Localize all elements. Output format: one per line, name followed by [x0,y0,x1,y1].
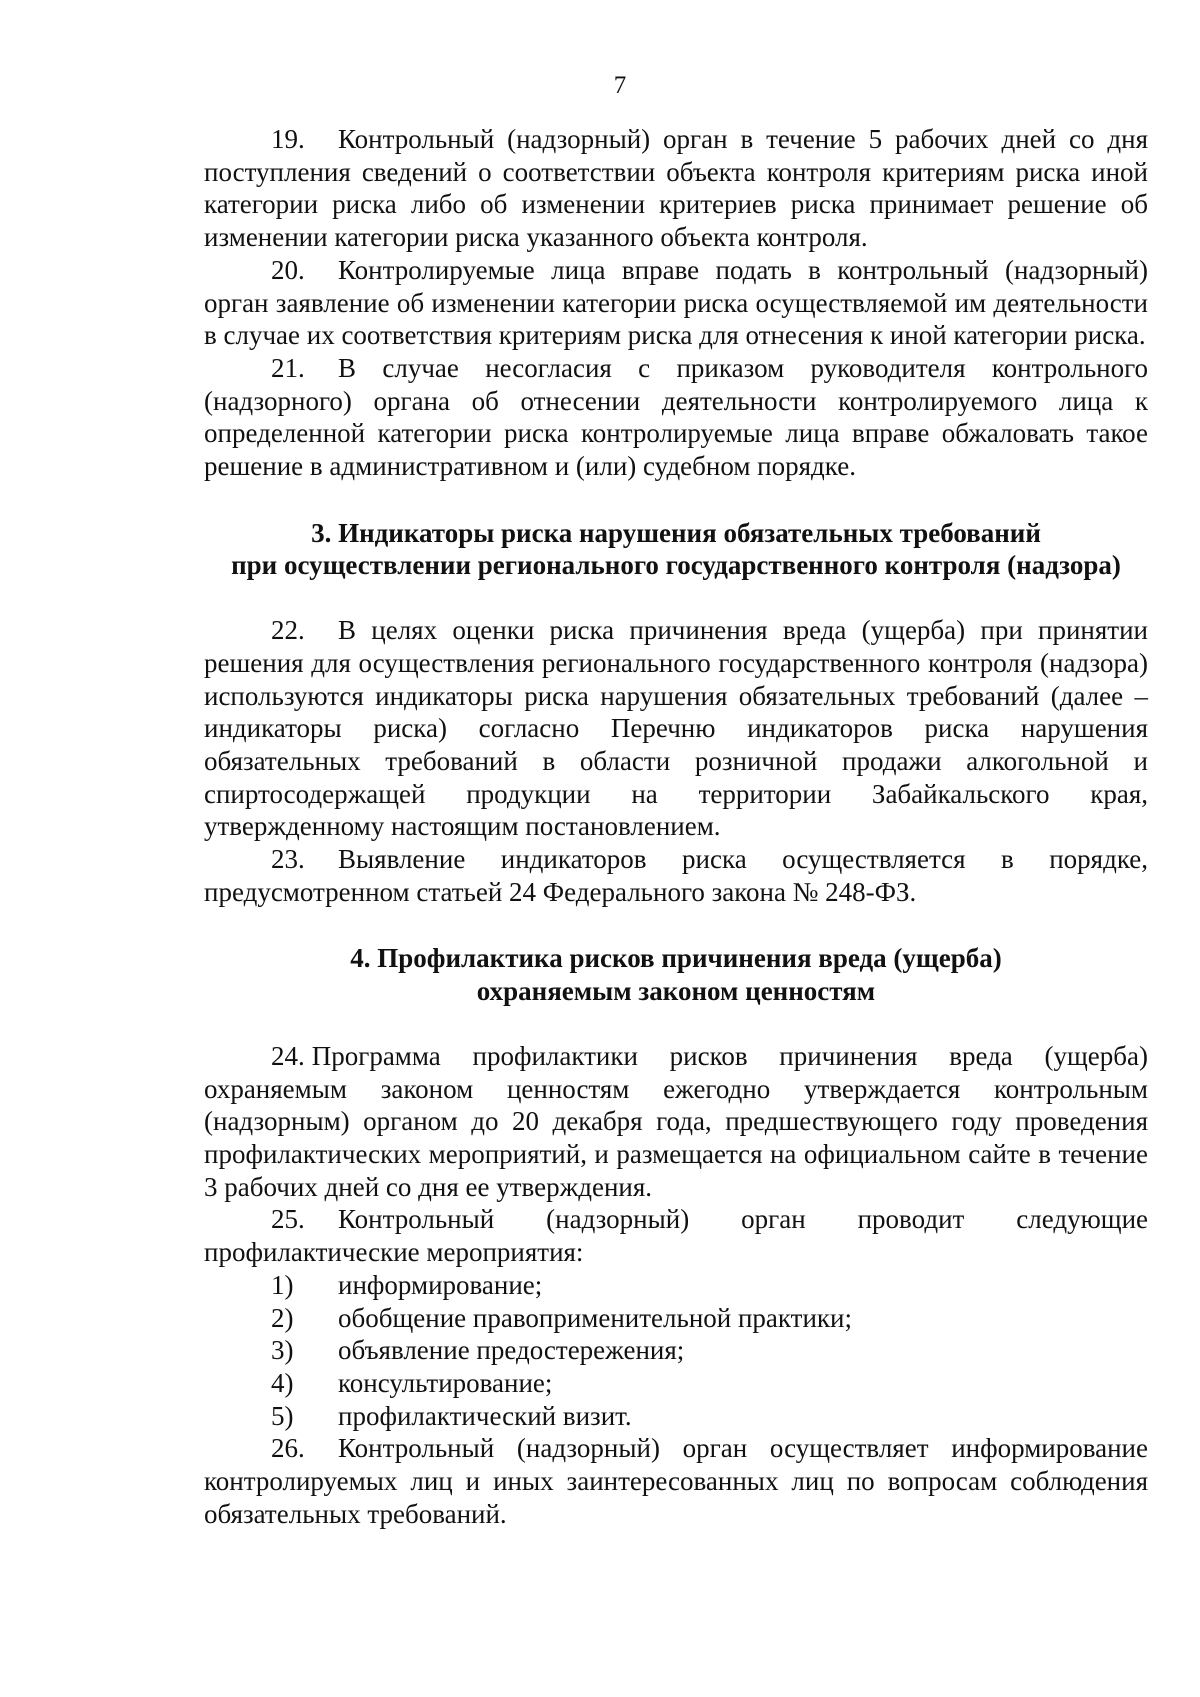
section-4-heading-line-1: 4. Профилактика рисков причинения вреда (ущерба) [350,943,1002,974]
list-item-text: обобщение правоприменительной практики; [338,1302,852,1333]
list-item-text: объявление предостережения; [338,1335,685,1366]
paragraph-number: 21. [271,352,305,383]
list-item-number: 1) [271,1269,294,1300]
paragraph-text: Программа профилактики рисков причинения вреда (ущерба) охраняемым законом ценностям ежегодно утверждается контрольным (надзорным) органом до 20 декабря года, предшествующего году проведения профилактических мероприятий, и размещается на официальном сайте в течение 3 рабочих дней со дня ее утверждения. [204,1040,1148,1202]
paragraph-26 [204,1432,1148,1530]
document-body [204,123,1148,1530]
section-3-heading-line-1: 3. Индикаторы риска нарушения обязательных требований [311,517,1041,548]
list-item [204,1302,1148,1335]
paragraph-number: 24. [271,1040,305,1071]
paragraph-24 [204,1040,1148,1204]
paragraph-text: Контрольный (надзорный) орган проводит следующие профилактические мероприятия: [204,1204,1148,1268]
list-item-text: информирование; [338,1269,543,1300]
list-item-number: 2) [271,1302,294,1333]
paragraph-25 [204,1203,1148,1268]
list-item-text: консультирование; [338,1367,553,1398]
paragraph-number: 20. [271,254,305,285]
paragraph-text: Выявление индикаторов риска осуществляется в порядке, предусмотренном статьей 24 Федерального закона № 248-ФЗ. [204,844,1148,907]
list-item-number: 4) [271,1367,294,1398]
section-4-heading [204,942,1148,1007]
paragraph-text: В целях оценки риска причинения вреда (ущерба) при принятии решения для осуществления регионального государственного контроля (надзора) используются индикаторы риска нарушения обязательных требований (далее – индикаторы риска) согласно Перечню индикаторов риска нарушения обязательных требований в области розничной продажи алкогольной и спиртосодержащей продукции на территории Забайкальского края, утвержденному настоящим постановлением. [204,615,1148,842]
section-4-heading-line-2: охраняемым законом ценностям [476,976,876,1007]
list-item-text: профилактический визит. [338,1400,632,1431]
paragraph-21 [204,352,1148,483]
paragraph-number: 25. [271,1204,305,1235]
list-item-number: 5) [271,1400,294,1431]
paragraph-23 [204,843,1148,908]
paragraph-number: 19. [271,124,305,154]
paragraph-number: 23. [271,844,305,875]
paragraph-19 [204,123,1148,254]
paragraph-text: Контрольный (надзорный) орган осуществляет информирование контролируемых лиц и иных заинтересованных лиц по вопросам соблюдения обязательных требований. [204,1433,1148,1529]
paragraph-20 [204,254,1148,352]
list-item [204,1367,1148,1400]
list-item [204,1334,1148,1367]
list-item [204,1400,1148,1433]
paragraph-text: Контрольный (надзорный) орган в течение 5 рабочих дней со дня поступления сведений о соответствии объекта контроля критериям риска иной категории риска либо об изменении критериев риска принимает решение об изменении категории риска указанного объекта контроля. [204,124,1148,253]
section-3-heading-line-2: при осуществлении регионального государственного контроля (надзора) [231,550,1121,581]
page-number: 7 [613,72,627,99]
paragraph-number: 22. [271,615,305,646]
list-item-number: 3) [271,1335,294,1366]
measures-list [204,1269,1148,1433]
section-3-heading [204,517,1148,582]
paragraph-text: В случае несогласия с приказом руководителя контрольного (надзорного) органа об отнесении деятельности контролируемого лица к определенной категории риска контролируемые лица вправе обжаловать такое решение в административном и (или) судебном порядке. [204,352,1148,482]
paragraph-number: 26. [271,1433,305,1464]
paragraph-22 [204,614,1148,843]
paragraph-text: Контролируемые лица вправе подать в контрольный (надзорный) орган заявление об изменении категории риска осуществляемой им деятельности в случае их соответствия критериям риска для отнесения к иной категории риска. [204,254,1148,351]
list-item [204,1269,1148,1302]
